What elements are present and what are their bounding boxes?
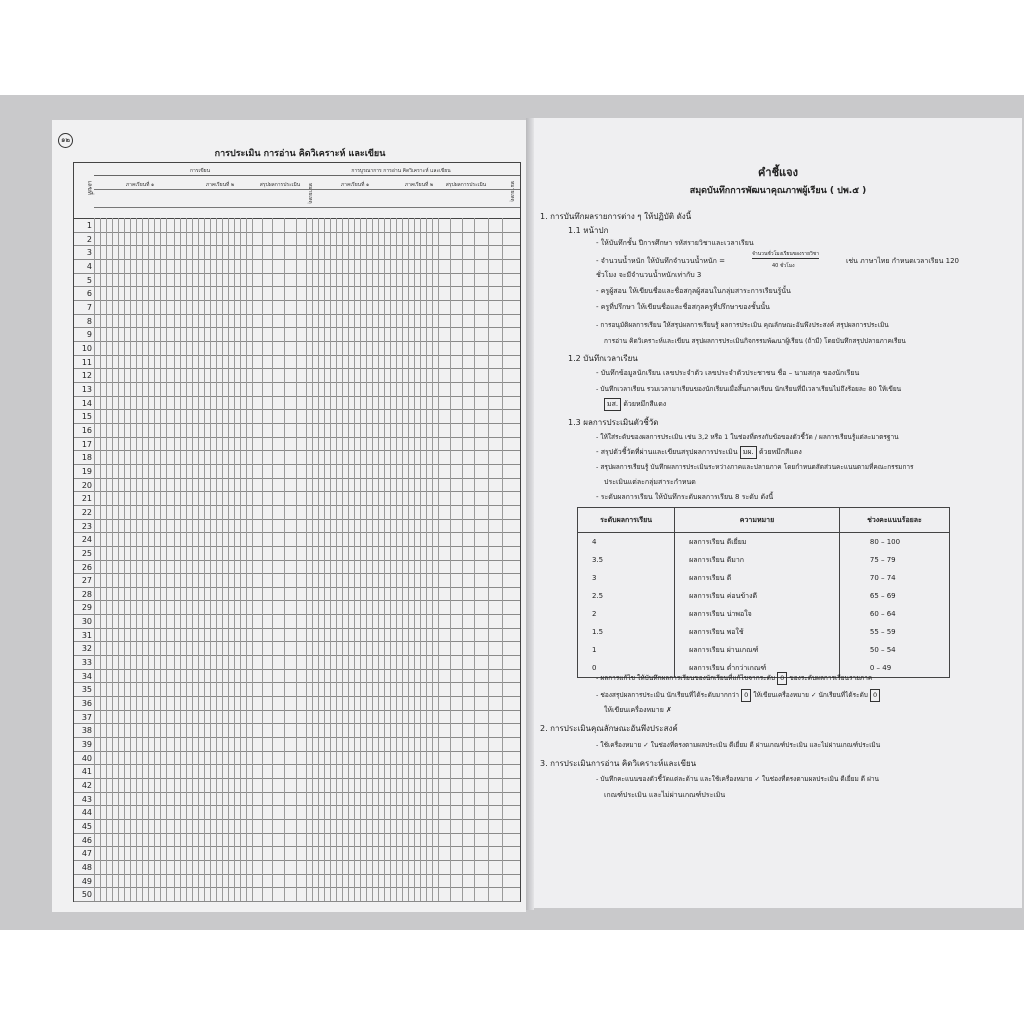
row-number: 8	[86, 316, 92, 326]
meaning-cell: ผลการเรียน ดีเยี่ยม	[675, 533, 840, 552]
table-row	[578, 569, 950, 587]
column-line	[234, 218, 235, 901]
attendance-line-c-text: ด้วยหมึกสีแดง	[623, 400, 667, 408]
section-3: 3. การประเมินการอ่าน คิดวิเคราะห์และเขียน	[540, 759, 697, 768]
row-number: 12	[81, 371, 92, 381]
row-line	[74, 737, 520, 738]
column-line	[142, 218, 143, 901]
ms-box: มส.	[604, 398, 621, 411]
writing-sem1-header: ภาคเรียนที่ ๑	[125, 182, 155, 188]
correction-text2: ของระดับผลการเรียนรายภาค	[789, 674, 873, 682]
column-line	[192, 218, 193, 901]
row-number: 35	[81, 685, 92, 695]
column-line	[312, 218, 313, 901]
row-number: 28	[81, 589, 92, 599]
column-line	[228, 218, 229, 901]
range-cell: 65 – 69	[839, 587, 949, 605]
header-line-3	[94, 207, 520, 208]
grade-cell: 1.5	[578, 623, 675, 641]
row-number: 18	[81, 453, 92, 463]
writing-sem2-header: ภาคเรียนที่ ๒	[205, 182, 235, 188]
row-line	[74, 587, 520, 588]
mp-box: มผ.	[740, 446, 757, 459]
row-number: 13	[81, 384, 92, 394]
table-row	[578, 587, 950, 605]
column-line	[106, 218, 107, 901]
column-line	[222, 218, 223, 901]
cover-line-d: - ครูผู้สอน ให้เขียนชื่อและชื่อสกุลผู้สอนในกลุ่มสาระการเรียนรู้นั้น	[596, 287, 791, 295]
book-spine	[526, 118, 534, 910]
range-cell: 0 – 49	[839, 659, 949, 678]
row-number: 19	[81, 466, 92, 476]
column-line	[118, 218, 119, 901]
range-cell: 50 – 54	[839, 641, 949, 659]
row-line	[74, 778, 520, 779]
instructions-title: คำชี้แจง	[758, 166, 798, 179]
summary-text2: ให้เขียนเครื่องหมาย ✓ นักเรียนที่ได้ระดับ	[753, 691, 868, 699]
cover-line-g: การอ่าน คิดวิเคราะห์และเขียน สรุปผลการประเมินกิจกรรมพัฒนาผู้เรียน (ถ้ามี) โดยบันทึกสรุปปลายภาคเรียน	[604, 337, 906, 345]
row-line	[74, 327, 520, 328]
table-row	[578, 605, 950, 623]
header-line-1	[94, 175, 520, 176]
section-2-line: - ใช้เครื่องหมาย ✓ ในช่องที่ตรงตามผลประเมิน ดีเยี่ยม ดี ผ่านเกณฑ์ประเมิน และไม่ผ่านเกณฑ์ประเมิน	[596, 741, 881, 749]
row-line	[74, 437, 520, 438]
cover-line-f: - การอนุมัติผลการเรียน ให้สรุปผลการเรียนรู้ ผลการประเมิน คุณลักษณะอันพึงประสงค์ สรุปผลการประเมิน	[596, 321, 889, 329]
row-line	[74, 505, 520, 506]
row-number: 17	[81, 439, 92, 449]
grade-cell: 3	[578, 569, 675, 587]
writing-group-header: การเขียน	[190, 168, 210, 174]
writing-summary-header: สรุปผลการประเมิน	[259, 182, 301, 188]
column-line	[204, 218, 205, 901]
row-line	[74, 614, 520, 615]
header-score-range: ช่วงคะแนนร้อยละ	[839, 508, 949, 533]
column-line	[154, 218, 155, 901]
column-line	[148, 218, 149, 901]
column-line	[100, 218, 101, 901]
note-header-1: หมายเหตุ	[307, 183, 313, 204]
indicator-line-c: - สรุปผลการเรียนรู้ บันทึกผลการประเมินระหว่างภาคและปลายภาค โดยกำหนดสัดส่วนคะแนนตามที่คณะกรรมการ	[596, 463, 914, 471]
meaning-cell: ผลการเรียน ต่ำกว่าเกณฑ์	[675, 659, 840, 678]
column-line	[474, 218, 475, 901]
section-1-3: 1.3 ผลการประเมินตัวชี้วัด	[568, 418, 659, 427]
assessment-grid	[73, 162, 521, 902]
section-1-2: 1.2 บันทึกเวลาเรียน	[568, 354, 638, 363]
row-line	[74, 382, 520, 383]
meaning-cell: ผลการเรียน ดีมาก	[675, 551, 840, 569]
column-line	[426, 218, 427, 901]
instructions-subtitle: สมุดบันทึกการพัฒนาคุณภาพผู้เรียน ( ปพ.๕ )	[689, 186, 867, 196]
row-number: 14	[81, 398, 92, 408]
attendance-line-b: - บันทึกเวลาเรียน รวมเวลามาเรียนของนักเรียนเมื่อสิ้นภาคเรียน นักเรียนที่มีเวลาเรียนไม่ถึงร้อยละ 80 ให้เขียน	[596, 385, 902, 393]
row-line	[74, 628, 520, 629]
table-row	[578, 623, 950, 641]
grid-header	[74, 163, 520, 219]
column-line	[372, 218, 373, 901]
row-line	[74, 355, 520, 356]
zero-box-3: 0	[870, 689, 880, 702]
row-line	[74, 696, 520, 697]
column-line	[360, 218, 361, 901]
column-line	[438, 218, 439, 901]
column-line	[348, 218, 349, 901]
row-number: 48	[81, 863, 92, 873]
row-number: 5	[86, 275, 92, 285]
table-row	[578, 533, 950, 552]
attendance-line-c	[604, 398, 666, 411]
column-line	[450, 218, 451, 901]
table-row	[578, 551, 950, 569]
column-line	[186, 218, 187, 901]
row-line	[74, 573, 520, 574]
row-line	[74, 245, 520, 246]
column-line	[420, 218, 421, 901]
column-line	[336, 218, 337, 901]
row-line	[74, 232, 520, 233]
column-line	[462, 218, 463, 901]
column-line	[262, 218, 263, 901]
zero-box-1: 0	[777, 672, 787, 685]
row-line	[74, 860, 520, 861]
row-line	[74, 751, 520, 752]
row-number: 50	[81, 890, 92, 900]
row-number: 9	[86, 330, 92, 340]
column-line	[378, 218, 379, 901]
row-line	[74, 764, 520, 765]
row-number: 42	[81, 781, 92, 791]
column-line	[130, 218, 131, 901]
grade-cell: 2	[578, 605, 675, 623]
header-meaning: ความหมาย	[675, 508, 840, 533]
column-line	[246, 218, 247, 901]
column-line	[284, 218, 285, 901]
note-header-2: หมายเหตุ	[509, 181, 515, 202]
row-line	[74, 805, 520, 806]
column-line	[366, 218, 367, 901]
column-line	[296, 218, 297, 901]
integration-sem1-header: ภาคเรียนที่ ๑	[340, 182, 370, 188]
attendance-line-a: - บันทึกข้อมูลนักเรียน เลขประจำตัว เลขประจำตัวประชาชน ชื่อ – นามสกุล ของนักเรียน	[596, 369, 860, 377]
row-line	[74, 300, 520, 301]
integration-sem2-header: ภาคเรียนที่ ๒	[404, 182, 434, 188]
row-line	[74, 600, 520, 601]
row-line	[74, 901, 520, 902]
row-number: 16	[81, 425, 92, 435]
row-number: 37	[81, 712, 92, 722]
column-line	[166, 218, 167, 901]
range-cell: 70 – 74	[839, 569, 949, 587]
row-line	[74, 710, 520, 711]
row-line	[74, 396, 520, 397]
row-line	[74, 874, 520, 875]
row-number: 27	[81, 576, 92, 586]
cover-line-b: - จำนวนน้ำหนัก ให้บันทึกจำนวนน้ำหนัก =	[596, 257, 725, 265]
column-line	[112, 218, 113, 901]
row-number: 24	[81, 535, 92, 545]
column-line	[174, 218, 175, 901]
column-line	[198, 218, 199, 901]
grade-cell: 3.5	[578, 551, 675, 569]
row-number: 3	[86, 248, 92, 258]
row-line	[74, 792, 520, 793]
row-number: 1	[86, 221, 92, 230]
row-line	[74, 519, 520, 520]
meaning-cell: ผลการเรียน พอใช้	[675, 623, 840, 641]
column-line	[488, 218, 489, 901]
row-number: 6	[86, 289, 92, 299]
row-number: 2	[86, 234, 92, 244]
row-line	[74, 546, 520, 547]
meaning-cell: ผลการเรียน ผ่านเกณฑ์	[675, 641, 840, 659]
row-number: 4	[86, 261, 92, 271]
correction-line	[596, 672, 872, 685]
integration-group-header: การบูรณาการ การอ่าน คิดวิเคราะห์ และเขียน	[351, 168, 451, 174]
indicator-line-d: ประเมินแต่ละกลุ่มสาระกำหนด	[604, 478, 696, 486]
row-number: 43	[81, 794, 92, 804]
column-line	[216, 218, 217, 901]
cover-line-a: - ให้บันทึกชั้น ปีการศึกษา รหัสรายวิชาและเวลาเรียน	[596, 239, 754, 247]
column-line	[94, 218, 95, 901]
row-line	[74, 286, 520, 287]
range-cell: 55 – 59	[839, 623, 949, 641]
row-number: 7	[86, 302, 92, 312]
row-number: 34	[81, 671, 92, 681]
column-line	[124, 218, 125, 901]
row-line	[74, 833, 520, 834]
section-2: 2. การประเมินคุณลักษณะอันพึงประสงค์	[540, 724, 678, 733]
section-1-1: 1.1 หน้าปก	[568, 226, 609, 235]
column-line	[402, 218, 403, 901]
cover-line-c: ชั่วโมง จะมีจำนวนน้ำหนักเท่ากับ 3	[596, 271, 702, 279]
row-line	[74, 450, 520, 451]
row-line	[74, 491, 520, 492]
row-number: 38	[81, 726, 92, 736]
column-line	[330, 218, 331, 901]
row-number: 26	[81, 562, 92, 572]
row-line	[74, 669, 520, 670]
grade-level-table	[577, 507, 950, 678]
row-line	[74, 409, 520, 410]
row-number: 46	[81, 835, 92, 845]
correction-text: - ผลการแก้ไข ให้บันทึกผลการเรียนของนักเรียนที่แก้ไขจากระดับ	[596, 674, 775, 682]
row-number: 23	[81, 521, 92, 531]
row-line	[74, 819, 520, 820]
meaning-cell: ผลการเรียน น่าพอใจ	[675, 605, 840, 623]
row-number: 44	[81, 808, 92, 818]
meaning-cell: ผลการเรียน ดี	[675, 569, 840, 587]
column-line	[408, 218, 409, 901]
row-number: 30	[81, 617, 92, 627]
weight-fraction-numerator: จำนวนชั่วโมงเรียนของรายวิชา	[752, 251, 820, 257]
row-line	[74, 682, 520, 683]
row-number: 25	[81, 548, 92, 558]
grid-rows	[74, 218, 520, 901]
column-line	[306, 218, 307, 901]
column-line	[136, 218, 137, 901]
column-line	[384, 218, 385, 901]
cover-line-b2: เช่น ภาษาไทย กำหนดเวลาเรียน 120	[846, 257, 959, 265]
table-row	[578, 641, 950, 659]
row-number: 31	[81, 630, 92, 640]
row-number: 41	[81, 767, 92, 777]
row-number: 36	[81, 699, 92, 709]
row-line	[74, 341, 520, 342]
column-line	[502, 218, 503, 901]
indicator-line-b-text: - สรุปตัวชี้วัดที่ผ่านและเขียนสรุปผลการประเมิน	[596, 448, 738, 456]
row-number: 45	[81, 822, 92, 832]
section-3-line-b: เกณฑ์ประเมิน และไม่ผ่านเกณฑ์ประเมิน	[604, 791, 726, 799]
zero-box-2: 0	[741, 689, 751, 702]
row-line	[74, 532, 520, 533]
column-line	[240, 218, 241, 901]
row-number: 47	[81, 849, 92, 859]
indicator-line-b	[596, 446, 802, 459]
meaning-cell: ผลการเรียน ค่อนข้างดี	[675, 587, 840, 605]
column-line	[324, 218, 325, 901]
column-line	[354, 218, 355, 901]
row-line	[74, 641, 520, 642]
cover-line-e: - ครูที่ปรึกษา ให้เขียนชื่อและชื่อสกุลครูที่ปรึกษาของชั้นนั้น	[596, 303, 770, 311]
row-number: 22	[81, 507, 92, 517]
summary-line-2: ให้เขียนเครื่องหมาย ✗	[604, 706, 672, 714]
row-number: 32	[81, 644, 92, 654]
range-cell: 80 – 100	[839, 533, 949, 552]
table-header-row	[578, 508, 950, 533]
column-line	[414, 218, 415, 901]
column-line	[390, 218, 391, 901]
column-line	[432, 218, 433, 901]
range-cell: 60 – 64	[839, 605, 949, 623]
row-line	[74, 259, 520, 260]
header-grade: ระดับผลการเรียน	[578, 508, 675, 533]
row-line	[74, 560, 520, 561]
column-line	[160, 218, 161, 901]
row-number: 33	[81, 658, 92, 668]
range-cell: 75 – 79	[839, 551, 949, 569]
row-line	[74, 273, 520, 274]
column-line	[210, 218, 211, 901]
page-number: ๑๒	[58, 133, 73, 148]
summary-text: - ช่องสรุปผลการประเมิน นักเรียนที่ได้ระดับมากกว่า	[596, 691, 740, 699]
row-number: 21	[81, 494, 92, 504]
row-line	[74, 478, 520, 479]
indicator-line-e: - ระดับผลการเรียน ให้บันทึกระดับผลการเรียน 8 ระดับ ดังนี้	[596, 493, 774, 501]
grade-cell: 4	[578, 533, 675, 552]
row-number: 49	[81, 876, 92, 886]
row-number: 15	[81, 412, 92, 422]
row-number: 10	[81, 343, 92, 353]
column-line	[396, 218, 397, 901]
row-line	[74, 846, 520, 847]
summary-line	[596, 689, 880, 702]
column-line	[252, 218, 253, 901]
section-1: 1. การบันทึกผลรายการต่าง ๆ ให้ปฏิบัติ ดังนี้	[540, 212, 692, 221]
row-line	[74, 723, 520, 724]
weight-fraction-denominator: 40 ชั่วโมง	[772, 263, 795, 269]
col-number-header: เลขที่	[86, 181, 93, 195]
row-line	[74, 423, 520, 424]
indicator-line-a: - ให้ใส่ระดับของผลการประเมิน เช่น 3,2 หรือ 1 ในช่องที่ตรงกับข้อของตัวชี้วัด / ผลการเรียนรู้แต่ละมาตรฐาน	[596, 433, 899, 441]
row-number: 39	[81, 740, 92, 750]
left-page-title: การประเมิน การอ่าน คิดวิเคราะห์ และเขียน	[214, 149, 386, 159]
column-line	[272, 218, 273, 901]
integration-summary-header: สรุปผลการประเมิน	[445, 182, 487, 188]
header-line-2	[94, 189, 520, 190]
grade-cell: 0	[578, 659, 675, 678]
column-line	[318, 218, 319, 901]
row-number: 29	[81, 603, 92, 613]
column-line	[342, 218, 343, 901]
row-line	[74, 314, 520, 315]
indicator-line-b-text2: ด้วยหมึกสีแดง	[758, 448, 802, 456]
row-line	[74, 887, 520, 888]
row-line	[74, 368, 520, 369]
grade-cell: 2.5	[578, 587, 675, 605]
row-number: 20	[81, 480, 92, 490]
column-line	[180, 218, 181, 901]
grade-cell: 1	[578, 641, 675, 659]
row-number: 11	[81, 357, 92, 367]
row-number: 40	[81, 753, 92, 763]
row-line	[74, 655, 520, 656]
row-line	[74, 464, 520, 465]
section-3-line-a: - บันทึกคะแนนของตัวชี้วัดแต่ละด้าน และใช้เครื่องหมาย ✓ ในช่องที่ตรงตามผลประเมิน ดีเยี่ยม ดี ผ่าน	[596, 775, 880, 783]
